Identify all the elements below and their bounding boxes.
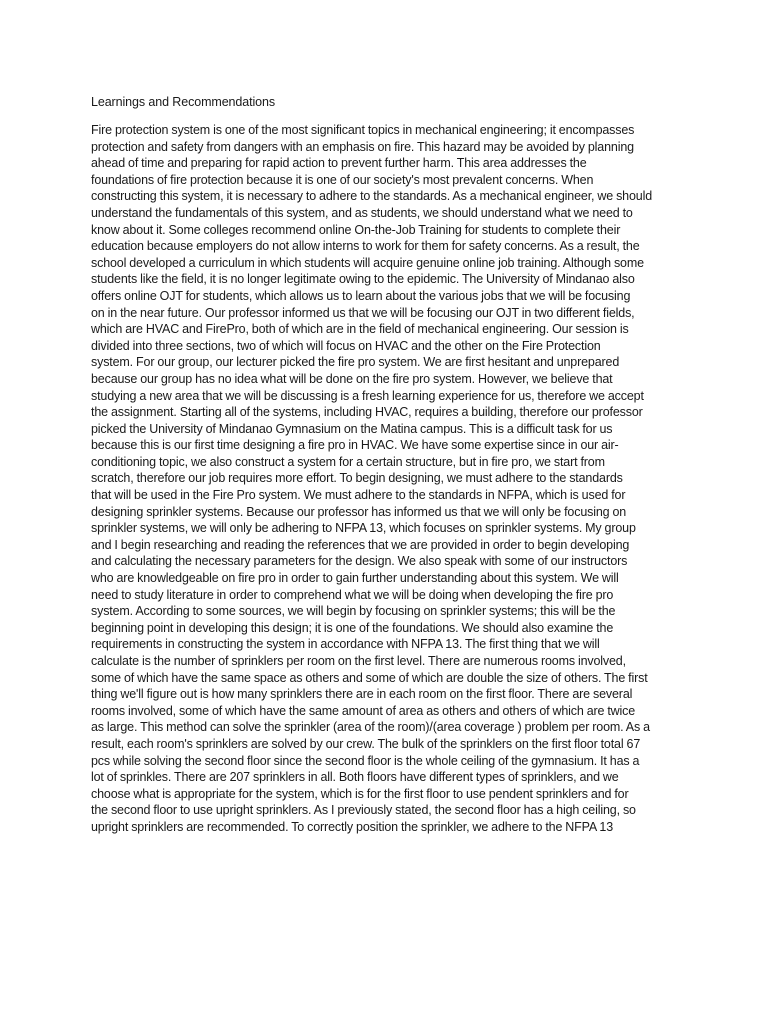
body-line: protection and safety from dangers with an emphasis on fire. This hazard may be avoided by planning: [91, 139, 634, 154]
body-line: because this is our first time designing a fire pro in HVAC. We have some expertise since in our air-: [91, 438, 619, 453]
body-line: foundations of fire protection because it is one of our society's most prevalent concerns. When: [91, 172, 594, 187]
body-line: who are knowledgeable on fire pro in order to gain further understanding about this system. We will: [91, 571, 619, 586]
body-line: constructing this system, it is necessary to adhere to the standards. As a mechanical engineer, we should: [91, 189, 653, 204]
body-line: picked the University of Mindanao Gymnasium on the Matina campus. This is a difficult task for us: [91, 421, 613, 436]
body-line: studying a new area that we will be discussing is a fresh learning experience for us, therefore we accept: [91, 388, 644, 403]
body-line: offers online OJT for students, which allows us to learn about the various jobs that we will be focusing: [91, 288, 631, 303]
body-line: the second floor to use upright sprinklers. As I previously stated, the second floor has a high ceiling, so: [91, 803, 636, 818]
body-line: ahead of time and preparing for rapid action to prevent further harm. This area addresses the: [91, 156, 587, 171]
body-line: thing we'll figure out is how many sprinklers there are in each room on the first floor. There are several: [91, 687, 633, 702]
body-line: system. According to some sources, we will begin by focusing on sprinkler systems; this will be the: [91, 604, 616, 619]
body-line: lot of sprinkles. There are 207 sprinklers in all. Both floors have different types of sprinklers, and we: [91, 770, 619, 785]
body-line: and calculating the necessary parameters for the design. We also speak with some of our instructors: [91, 554, 628, 569]
body-line: need to study literature in order to comprehend what we will be doing when developing the fire pro: [91, 587, 614, 602]
document-body: [91, 122, 671, 836]
body-line: rooms involved, some of which have the same amount of area as others and others of which are twice: [91, 703, 636, 718]
body-line: pcs while solving the second floor since the second floor is the whole ceiling of the gymnasium. It has a: [91, 753, 640, 768]
body-line: education because employers do not allow interns to work for them for safety concerns. As a result, the: [91, 239, 640, 254]
body-line: because our group has no idea what will be done on the fire pro system. However, we believe that: [91, 371, 613, 386]
body-line: choose what is appropriate for the system, which is for the first floor to use pendent sprinklers and for: [91, 786, 629, 801]
body-line: and I begin researching and reading the references that we are provided in order to begin developing: [91, 537, 630, 552]
body-line: designing sprinkler systems. Because our professor has informed us that we will only be focusing on: [91, 504, 627, 519]
body-line: beginning point in developing this design; it is one of the foundations. We should also examine the: [91, 620, 614, 635]
body-line: sprinkler systems, we will only be adhering to NFPA 13, which focuses on sprinkler systems. My group: [91, 521, 636, 536]
body-line: requirements in constructing the system in accordance with NFPA 13. The first thing that we will: [91, 637, 600, 652]
body-line: Fire protection system is one of the most significant topics in mechanical engineering; it encompasses: [91, 123, 635, 137]
body-line: which are HVAC and FirePro, both of which are in the field of mechanical engineering. Our session is: [91, 322, 629, 337]
body-line: that will be used in the Fire Pro system. We must adhere to the standards in NFPA, which is used for: [91, 488, 626, 503]
document-heading: Learnings and Recommendations: [91, 95, 276, 109]
body-line: know about it. Some colleges recommend online On-the-Job Training for students to complete their: [91, 222, 621, 237]
body-line: conditioning topic, we also construct a system for a certain structure, but in fire pro, we start from: [91, 454, 605, 469]
body-line: school developed a curriculum in which students will acquire genuine online job training. Although some: [91, 255, 644, 270]
body-line: upright sprinklers are recommended. To correctly position the sprinkler, we adhere to the NFPA 13: [91, 819, 614, 834]
body-line: on in the near future. Our professor informed us that we will be focusing our OJT in two different fields,: [91, 305, 635, 320]
body-line: scratch, therefore our job requires more effort. To begin designing, we must adhere to the standards: [91, 471, 623, 486]
body-line: students like the field, it is no longer legitimate owing to the epidemic. The University of Mindanao also: [91, 272, 635, 287]
body-line: some of which have the same space as others and some of which are double the size of others. The first: [91, 670, 648, 685]
body-line: system. For our group, our lecturer picked the fire pro system. We are first hesitant and unprepared: [91, 355, 620, 370]
body-line: the assignment. Starting all of the systems, including HVAC, requires a building, therefore our professor: [91, 405, 643, 420]
body-line: as large. This method can solve the sprinkler (area of the room)/(area coverage ) problem per room. As a: [91, 720, 650, 735]
body-line: understand the fundamentals of this system, and as students, we should understand what we need to: [91, 205, 633, 220]
body-line: calculate is the number of sprinklers per room on the first level. There are numerous rooms involved,: [91, 654, 626, 668]
body-line: result, each room's sprinklers are solved by our crew. The bulk of the sprinklers on the first floor total 67: [91, 736, 641, 751]
body-line: divided into three sections, two of which will focus on HVAC and the other on the Fire Protection: [91, 338, 601, 353]
